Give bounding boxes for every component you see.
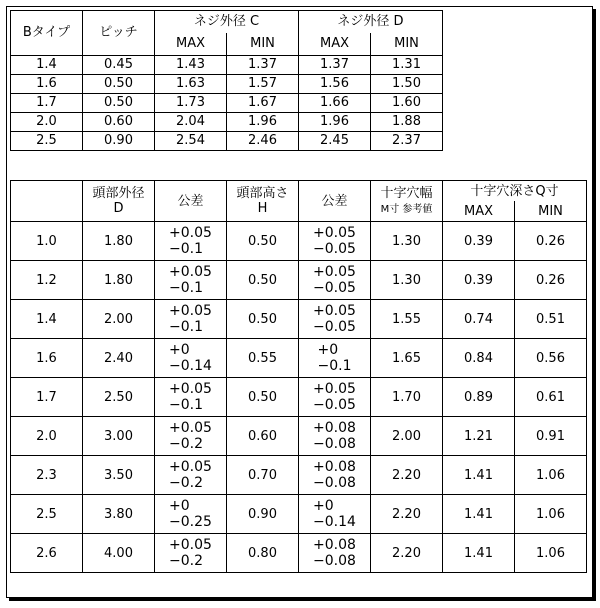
cell-c-min: 2.46 (227, 132, 299, 151)
tolerance-upper: +0.08 (313, 459, 356, 475)
cell-q-min: 1.06 (515, 456, 587, 495)
cell-head-height: 0.70 (227, 456, 299, 495)
tolerance-lower: −0.2 (169, 553, 204, 569)
cell-size: 2.6 (11, 534, 83, 573)
cell-tol-1 (155, 495, 227, 534)
cell-tol-1 (155, 261, 227, 300)
cell-tol-2 (299, 300, 371, 339)
cell-c-max: 1.43 (155, 56, 227, 75)
tolerance-upper: +0 (317, 342, 339, 358)
tolerance-upper: +0.05 (313, 303, 356, 319)
table-row (11, 75, 443, 94)
table-row (11, 417, 587, 456)
cell-c-min: 1.67 (227, 94, 299, 113)
tolerance-lower: −0.08 (313, 553, 356, 569)
cell-type: 2.5 (11, 132, 83, 151)
cell-q-max: 0.39 (443, 222, 515, 261)
cell-type: 1.7 (11, 94, 83, 113)
header-cross-width-note: M寸 参考値 (380, 203, 433, 215)
tolerance-pair (169, 381, 212, 413)
header-q-min: MIN (515, 201, 587, 222)
cell-cross-width: 2.20 (371, 534, 443, 573)
table-row (11, 261, 587, 300)
cell-size: 1.6 (11, 339, 83, 378)
table-row (11, 113, 443, 132)
cell-size: 2.3 (11, 456, 83, 495)
tolerance-pair (169, 498, 212, 530)
cell-pitch: 0.50 (83, 75, 155, 94)
table-row (11, 456, 587, 495)
tolerance-lower: −0.08 (313, 475, 356, 491)
tolerance-upper: +0.08 (313, 420, 356, 436)
tolerance-pair (169, 420, 212, 452)
cell-q-min: 0.26 (515, 222, 587, 261)
cell-head-height: 0.90 (227, 495, 299, 534)
cell-c-min: 1.57 (227, 75, 299, 94)
cell-size: 1.7 (11, 378, 83, 417)
tolerance-pair (313, 420, 356, 452)
header-d-max: MAX (299, 33, 371, 56)
cell-q-min: 1.06 (515, 495, 587, 534)
tolerance-lower: −0.14 (169, 358, 212, 374)
cell-tol-2 (299, 261, 371, 300)
tolerance-upper: +0.05 (169, 420, 212, 436)
cell-q-min: 0.26 (515, 261, 587, 300)
cell-head-dia: 3.50 (83, 456, 155, 495)
header-head-height (227, 181, 299, 222)
cell-head-dia: 1.80 (83, 261, 155, 300)
cell-c-min: 1.37 (227, 56, 299, 75)
cell-q-max: 0.39 (443, 261, 515, 300)
cell-d-min: 1.60 (371, 94, 443, 113)
tolerance-pair (313, 264, 356, 296)
cell-tol-1 (155, 417, 227, 456)
table-row (11, 222, 587, 261)
header-c-max: MAX (155, 33, 227, 56)
header-size (11, 181, 83, 222)
cell-c-max: 2.54 (155, 132, 227, 151)
header-d-min: MIN (371, 33, 443, 56)
tolerance-lower: −0.2 (169, 475, 204, 491)
tolerance-pair (169, 264, 212, 296)
cell-c-min: 1.96 (227, 113, 299, 132)
tolerance-lower: −0.25 (169, 514, 212, 530)
table-row (11, 94, 443, 113)
tolerance-upper: +0.05 (313, 381, 356, 397)
cell-size: 1.2 (11, 261, 83, 300)
cell-d-max: 1.66 (299, 94, 371, 113)
cell-tol-2 (299, 222, 371, 261)
cell-tol-2 (299, 417, 371, 456)
cell-tol-2 (299, 534, 371, 573)
cell-tol-1 (155, 339, 227, 378)
table-row (11, 56, 443, 75)
cell-d-max: 1.56 (299, 75, 371, 94)
cell-head-dia: 2.40 (83, 339, 155, 378)
thread-spec-body (11, 56, 443, 151)
cell-tol-2 (299, 378, 371, 417)
table-row (11, 300, 587, 339)
tolerance-pair (169, 342, 212, 374)
cell-d-min: 1.31 (371, 56, 443, 75)
header-head-dia (83, 181, 155, 222)
cell-q-max: 1.41 (443, 456, 515, 495)
cell-c-max: 1.73 (155, 94, 227, 113)
cell-q-min: 0.91 (515, 417, 587, 456)
cell-type: 2.0 (11, 113, 83, 132)
cell-q-max: 0.89 (443, 378, 515, 417)
tolerance-lower: −0.1 (169, 241, 204, 257)
cell-tol-1 (155, 534, 227, 573)
cell-q-min: 0.61 (515, 378, 587, 417)
cell-q-max: 1.21 (443, 417, 515, 456)
cell-head-height: 0.50 (227, 222, 299, 261)
tolerance-pair (169, 303, 212, 335)
cell-size: 2.5 (11, 495, 83, 534)
cell-cross-width: 2.20 (371, 495, 443, 534)
header-head-height-symbol: H (257, 201, 268, 216)
header-head-height-label: 頭部高さ (236, 186, 289, 201)
cell-head-height: 0.60 (227, 417, 299, 456)
tolerance-upper: +0.05 (313, 225, 356, 241)
header-c-min: MIN (227, 33, 299, 56)
tolerance-lower: −0.05 (313, 397, 356, 413)
table-row (11, 339, 587, 378)
tolerance-lower: −0.05 (313, 280, 356, 296)
cell-head-dia: 2.50 (83, 378, 155, 417)
cell-d-min: 1.50 (371, 75, 443, 94)
header-cross-depth: 十字穴深さQ寸 (443, 181, 587, 202)
cell-head-dia: 4.00 (83, 534, 155, 573)
tolerance-lower: −0.14 (313, 514, 356, 530)
tolerance-pair (169, 459, 212, 491)
header-head-dia-label: 頭部外径 (92, 186, 145, 201)
cell-q-min: 0.56 (515, 339, 587, 378)
tolerance-pair (313, 381, 356, 413)
cell-cross-width: 1.30 (371, 261, 443, 300)
cell-d-min: 2.37 (371, 132, 443, 151)
tolerance-lower: −0.1 (169, 280, 204, 296)
header-pitch: ピッチ (83, 11, 155, 56)
header-tol-2: 公差 (299, 181, 371, 222)
cell-head-dia: 2.00 (83, 300, 155, 339)
cell-c-max: 1.63 (155, 75, 227, 94)
tolerance-pair (313, 225, 356, 257)
thread-spec-table (10, 10, 443, 151)
header-type: Bタイプ (11, 11, 83, 56)
tolerance-pair (313, 498, 356, 530)
cell-pitch: 0.45 (83, 56, 155, 75)
tolerance-pair (313, 459, 356, 491)
header-outer-dia-c: ネジ外径 C (155, 11, 299, 34)
cell-head-height: 0.80 (227, 534, 299, 573)
table-row (11, 534, 587, 573)
cell-cross-width: 1.65 (371, 339, 443, 378)
cell-head-height: 0.50 (227, 378, 299, 417)
table-row (11, 378, 587, 417)
tolerance-pair (318, 342, 352, 374)
cell-q-max: 1.41 (443, 495, 515, 534)
cell-head-dia: 1.80 (83, 222, 155, 261)
tolerance-lower: −0.1 (169, 319, 204, 335)
tolerance-upper: +0 (313, 498, 334, 514)
cell-head-height: 0.50 (227, 300, 299, 339)
cell-type: 1.6 (11, 75, 83, 94)
head-spec-table (10, 180, 587, 573)
tolerance-pair (169, 537, 212, 569)
cell-d-max: 1.96 (299, 113, 371, 132)
cell-tol-2 (299, 339, 371, 378)
tolerance-upper: +0.05 (169, 264, 212, 280)
cell-cross-width: 1.70 (371, 378, 443, 417)
cell-q-max: 1.41 (443, 534, 515, 573)
cell-tol-2 (299, 495, 371, 534)
cell-head-dia: 3.00 (83, 417, 155, 456)
tolerance-pair (313, 537, 356, 569)
tolerance-upper: +0.05 (169, 459, 212, 475)
tolerance-lower: −0.05 (313, 241, 356, 257)
header-head-dia-symbol: D (113, 201, 124, 216)
cell-pitch: 0.60 (83, 113, 155, 132)
cell-tol-1 (155, 300, 227, 339)
cell-q-min: 1.06 (515, 534, 587, 573)
cell-cross-width: 2.20 (371, 456, 443, 495)
cell-d-max: 1.37 (299, 56, 371, 75)
header-outer-dia-d: ネジ外径 D (299, 11, 443, 34)
cell-size: 2.0 (11, 417, 83, 456)
tolerance-upper: +0 (169, 498, 190, 514)
header-cross-width-label: 十字穴幅 (380, 185, 433, 201)
cell-tol-1 (155, 456, 227, 495)
cell-pitch: 0.50 (83, 94, 155, 113)
tolerance-upper: +0.05 (313, 264, 356, 280)
tolerance-upper: +0.05 (169, 225, 212, 241)
tolerance-upper: +0.05 (169, 537, 212, 553)
tolerance-upper: +0.05 (169, 303, 212, 319)
tolerance-upper: +0.05 (169, 381, 212, 397)
cell-type: 1.4 (11, 56, 83, 75)
cell-head-height: 0.55 (227, 339, 299, 378)
tolerance-lower: −0.05 (313, 319, 356, 335)
tolerance-lower: −0.2 (169, 436, 204, 452)
tolerance-lower: −0.1 (317, 358, 352, 374)
tolerance-pair (313, 303, 356, 335)
cell-head-height: 0.50 (227, 261, 299, 300)
cell-size: 1.4 (11, 300, 83, 339)
cell-tol-2 (299, 456, 371, 495)
cell-q-min: 0.51 (515, 300, 587, 339)
cell-cross-width: 1.55 (371, 300, 443, 339)
cell-tol-1 (155, 222, 227, 261)
tolerance-lower: −0.08 (313, 436, 356, 452)
header-q-max: MAX (443, 201, 515, 222)
header-tol-1: 公差 (155, 181, 227, 222)
header-cross-width (371, 181, 443, 222)
cell-cross-width: 2.00 (371, 417, 443, 456)
cell-c-max: 2.04 (155, 113, 227, 132)
tolerance-upper: +0 (169, 342, 190, 358)
table-row (11, 132, 443, 151)
cell-q-max: 0.84 (443, 339, 515, 378)
cell-tol-1 (155, 378, 227, 417)
cell-head-dia: 3.80 (83, 495, 155, 534)
table-row (11, 495, 587, 534)
tolerance-upper: +0.08 (313, 537, 356, 553)
cell-size: 1.0 (11, 222, 83, 261)
cell-d-max: 2.45 (299, 132, 371, 151)
tolerance-pair (169, 225, 212, 257)
cell-d-min: 1.88 (371, 113, 443, 132)
tolerance-lower: −0.1 (169, 397, 204, 413)
head-spec-body (11, 222, 587, 573)
cell-cross-width: 1.30 (371, 222, 443, 261)
cell-q-max: 0.74 (443, 300, 515, 339)
cell-pitch: 0.90 (83, 132, 155, 151)
